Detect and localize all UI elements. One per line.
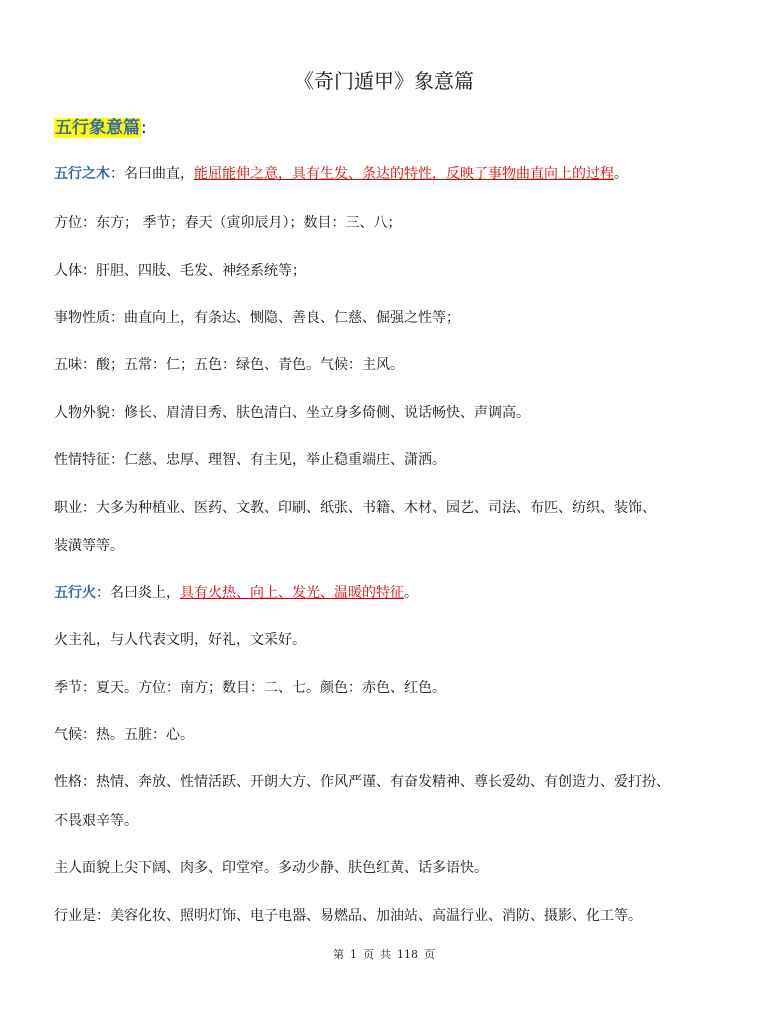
section-heading-colon: : (141, 118, 147, 138)
footer-page-number: 1 (350, 948, 357, 961)
wood-highlight: 能屈能伸之意，具有生发、条达的特性，反映了事物曲直向上的过程 (194, 166, 614, 182)
fire-intro-text: ：名曰炎上， (96, 585, 180, 601)
paragraph-line: 季节：夏天。方位：南方；数目：二、七。颜色：赤色、红色。 (54, 680, 446, 696)
fire-highlight: 具有火热、向上、发光、温暖的特征 (180, 585, 404, 601)
wood-intro (54, 161, 724, 187)
paragraph-line: 事物性质：曲直向上，有条达、恻隐、善良、仁慈、倔强之性等； (54, 310, 460, 326)
page-footer (0, 946, 768, 962)
paragraph-line: 性情特征：仁慈、忠厚、理智、有主见，举止稳重端庄、潇洒。 (54, 452, 446, 468)
footer-total-pages: 118 (397, 948, 418, 961)
footer-mid: 页 (363, 948, 374, 961)
fire-intro (54, 580, 724, 606)
page-title: 《奇门遁甲》象意篇 (294, 69, 474, 93)
wood-intro-text: ：名曰曲直， (110, 166, 194, 182)
paragraph-line: 职业：大多为种植业、医药、文教、印刷、纸张、书籍、木材、园艺、司法、布匹、纺织、装饰、 (54, 500, 656, 516)
paragraph-line: 性格：热情、奔放、性情活跃、开朗大方、作风严谨、有奋发精神、尊长爱幼、有创造力、爱打扮、 (54, 774, 670, 790)
fire-intro-end: 。 (404, 585, 418, 601)
paragraph-line: 气候：热。五脏：心。 (54, 727, 194, 743)
paragraph-line: 方位：东方； 季节；春天（寅卯辰月）；数目：三、八； (54, 215, 402, 231)
wood-intro-end: 。 (614, 166, 628, 182)
paragraph-line: 行业是：美容化妆、照明灯饰、电子电器、易燃品、加油站、高温行业、消防、摄影、化工等。 (54, 908, 642, 924)
footer-post: 页 (424, 948, 435, 961)
footer-pre: 第 (333, 948, 344, 961)
paragraph-line: 人体：肝胆、四肢、毛发、神经系统等； (54, 263, 306, 279)
paragraph-line: 五味：酸；五常：仁；五色：绿色、青色。气候：主风。 (54, 357, 404, 373)
wood-label: 五行之木 (54, 166, 110, 182)
paragraph-line: 不畏艰辛等。 (54, 813, 138, 829)
footer-total-pre: 共 (380, 948, 391, 961)
paragraph-line: 人物外貌：修长、眉清目秀、肤色清白、坐立身多倚侧、说话畅快、声调高。 (54, 405, 530, 421)
paragraph-line: 主人面貌上尖下阔、肉多、印堂窄。多动少静、肤色红黄、话多语快。 (54, 860, 488, 876)
section-heading (54, 114, 147, 142)
fire-label: 五行火 (54, 585, 96, 601)
paragraph-line: 装潢等等。 (54, 538, 124, 554)
paragraph-line: 火主礼，与人代表文明，好礼，文采好。 (54, 632, 306, 648)
section-heading-label: 五行象意篇 (55, 118, 140, 138)
